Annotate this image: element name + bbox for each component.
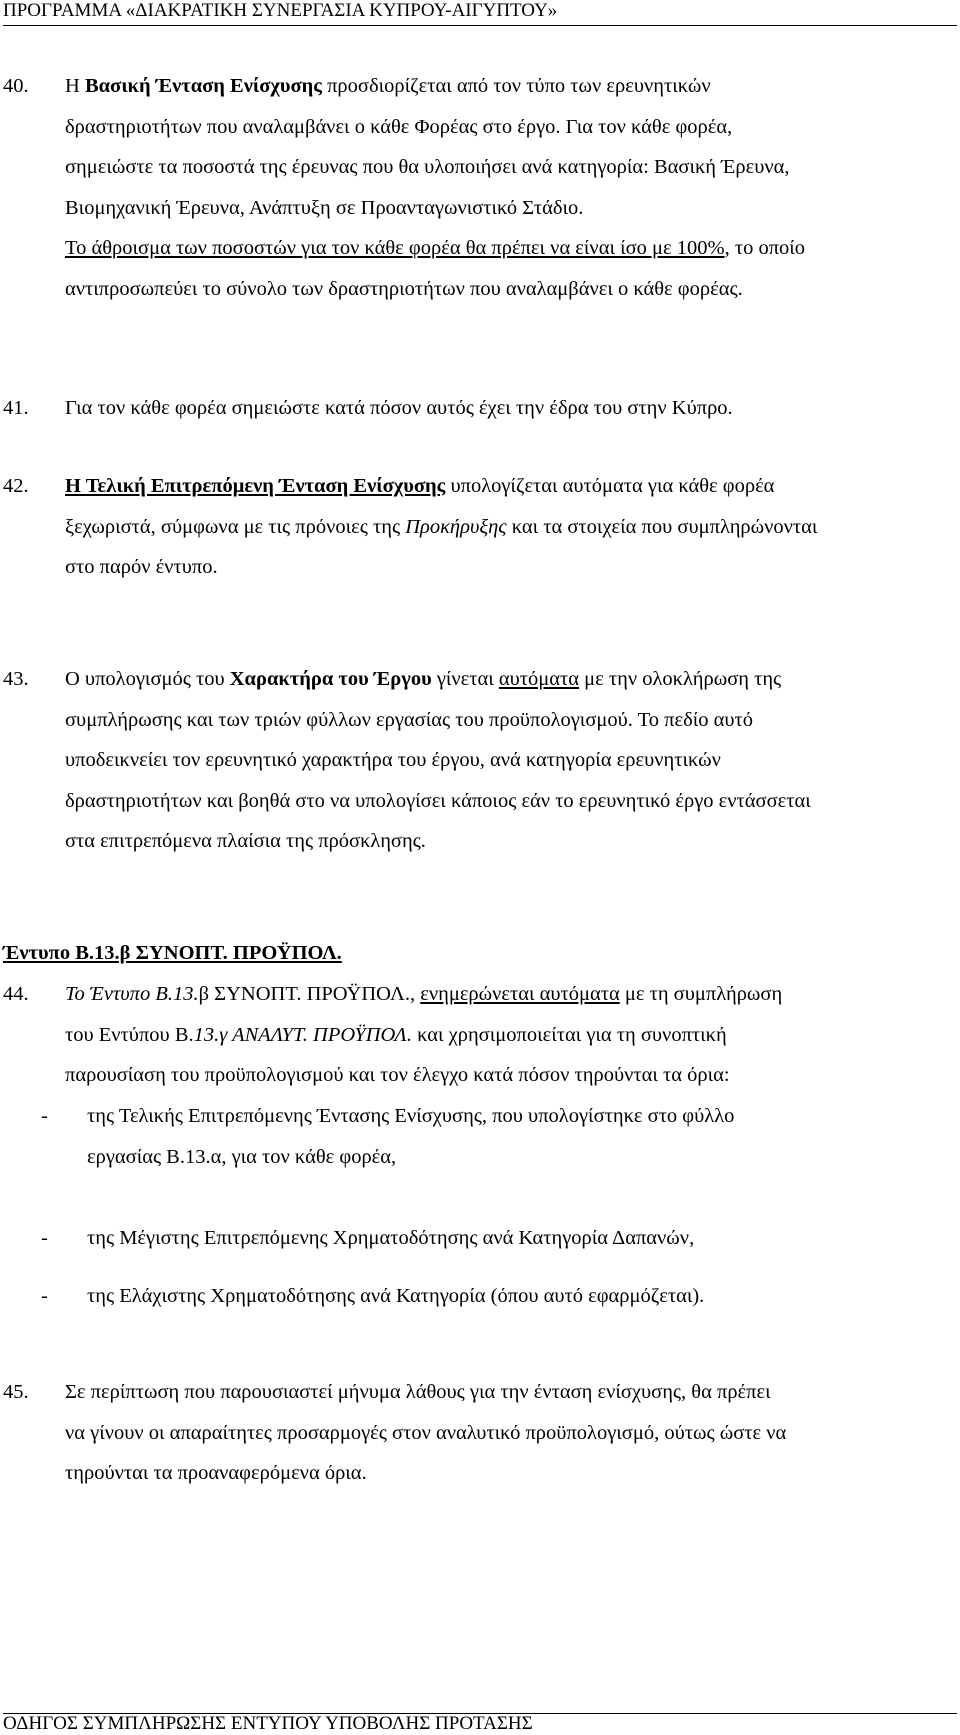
item-43-line-1: 43. Ο υπολογισμός του Χαρακτήρα του Έργου γίνεται αυτόματα με την ολοκλήρωση της [3,659,957,700]
item-45 [3,1372,957,1494]
page-footer: ΟΔΗΓΟΣ ΣΥΜΠΛΗΡΩΣΗΣ ΕΝΤΥΠΟΥ ΥΠΟΒΟΛΗΣ ΠΡΟΤΑΣΗΣ [3,1713,533,1734]
item-number: 41. [3,397,29,419]
underlined-text: ενημερώνεται αυτόματα [420,983,620,1005]
bullet-item-2: - της Μέγιστης Επιτρεπόμενης Χρηματοδότησης ανά Κατηγορία Δαπανών, [3,1218,957,1259]
underlined-text: Το άθροισμα των ποσοστών για τον κάθε φορέα θα πρέπει να είναι ίσο με 100% [65,237,725,259]
item-41 [3,388,957,429]
item-43 [3,659,957,862]
bullet-item-1: - της Τελικής Επιτρεπόμενης Έντασης Ενίσχυσης, που υπολογίστηκε στο φύλλο [3,1096,957,1137]
item-42-line-2: ξεχωριστά, σύμφωνα με τις πρόνοιες της Προκήρυξης και τα στοιχεία που συμπληρώνονται [65,515,818,538]
item-44-line-1: 44. Το Έντυπο Β.13.β ΣΥΝΟΠΤ. ΠΡΟΫΠΟΛ., ενημερώνεται αυτόματα με τη συμπλήρωση [3,974,957,1015]
item-42-line-3: στο παρόν έντυπο. [65,556,218,578]
item-number: 44. [3,983,29,1005]
bullet-list [3,1096,957,1177]
item-number: 43. [3,668,29,690]
header-rule [3,25,957,26]
bullet-dash: - [41,1285,48,1307]
bullet-dash: - [41,1105,48,1127]
item-44-line-3: παρουσίαση του προϋπολογισμού και τον έλεγχο κατά πόσον τηρούνται τα όρια: [65,1064,730,1086]
bullet-item-1-cont: εργασίας Β.13.α, για τον κάθε φορέα, [87,1145,397,1168]
item-40-line-4: Βιομηχανική Έρευνα, Ανάπτυξη σε Προανταγωνιστικό Στάδιο. [65,196,584,219]
item-40-line-6: αντιπροσωπεύει το σύνολο των δραστηριοτήτων που αναλαμβάνει ο κάθε φορέας. [65,277,743,300]
item-45-line-2: να γίνουν οι απαραίτητες προσαρμογές στον αναλυτικό προϋπολογισμό, ούτως ώστε να [65,1421,787,1444]
item-number: 42. [3,475,29,497]
italic-term: 13.γ ΑΝΑΛΥΤ. ΠΡΟΫΠΟΛ. [193,1023,412,1046]
bullet-list-3 [3,1276,957,1317]
item-40-line-5: Το άθροισμα των ποσοστών για τον κάθε φορέα θα πρέπει να είναι ίσο με 100%, το οποίο [65,237,806,259]
section-title-block [3,933,957,974]
item-42 [3,466,957,588]
bold-term: Η Τελική Επιτρεπόμενη Ένταση Ενίσχυσης [65,475,446,497]
item-43-line-3: υποδεικνείει τον ερευνητικό χαρακτήρα του έργου, ανά κατηγορία ερευνητικών [65,749,721,771]
item-43-line-4: δραστηριοτήτων και βοηθά στο να υπολογίσει κάποιος εάν το ερευνητικό έργο εντάσσεται [65,789,811,812]
item-40 [3,66,957,309]
underlined-text: αυτόματα [498,668,580,690]
item-43-line-2: συμπλήρωσης και των τριών φύλλων εργασίας του προϋπολογισμού. Το πεδίο αυτό [65,708,754,731]
item-41-line-1: 41. Για τον κάθε φορέα σημειώστε κατά πόσον αυτός έχει την έδρα του στην Κύπρο. [3,388,957,429]
bullet-list-2 [3,1218,957,1259]
bold-term: Χαρακτήρα του Έργου [229,668,432,690]
item-number: 45. [3,1381,29,1403]
item-45-line-3: τηρούνται τα προαναφερόμενα όρια. [65,1462,367,1484]
bullet-item-3: - της Ελάχιστης Χρηματοδότησης ανά Κατηγορία (όπου αυτό εφαρμόζεται). [3,1276,957,1317]
page-header: ΠΡΟΓΡΑΜΜΑ «ΔΙΑΚΡΑΤΙΚΗ ΣΥΝΕΡΓΑΣΙΑ ΚΥΠΡΟΥ-ΑΙΓΥΠΤΟΥ» [3,0,558,21]
item-40-line-2: δραστηριοτήτων που αναλαμβάνει ο κάθε Φορέας στο έργο. Για τον κάθε φορέα, [65,115,733,138]
italic-term: Το Έντυπο Β.13. [65,983,199,1005]
item-43-line-5: στα επιτρεπόμενα πλαίσια της πρόσκλησης. [65,830,426,852]
item-number: 40. [3,75,29,97]
item-44-line-2: του Εντύπου Β.13.γ ΑΝΑΛΥΤ. ΠΡΟΫΠΟΛ. και χρησιμοποιείται για τη συνοπτική [65,1023,727,1046]
item-40-line-3: σημειώστε τα ποσοστά της έρευνας που θα υλοποιήσει ανά κατηγορία: Βασική Έρευνα, [65,156,790,178]
item-42-line-1: 42. Η Τελική Επιτρεπόμενη Ένταση Ενίσχυσης υπολογίζεται αυτόματα για κάθε φορέα [3,466,957,507]
item-40-line-1: 40. Η Βασική Ένταση Ενίσχυσης προσδιορίζεται από τον τύπο των ερευνητικών [3,66,957,107]
item-45-line-1: 45. Σε περίπτωση που παρουσιαστεί μήνυμα λάθους για την ένταση ενίσχυσης, θα πρέπει [3,1372,957,1413]
section-title: Έντυπο Β.13.β ΣΥΝΟΠΤ. ΠΡΟΫΠΟΛ. [3,942,342,964]
bullet-dash: - [41,1227,48,1249]
bold-term: Βασική Ένταση Ενίσχυσης [84,75,322,97]
item-44 [3,974,957,1096]
italic-term: Προκήρυξης [405,515,507,538]
